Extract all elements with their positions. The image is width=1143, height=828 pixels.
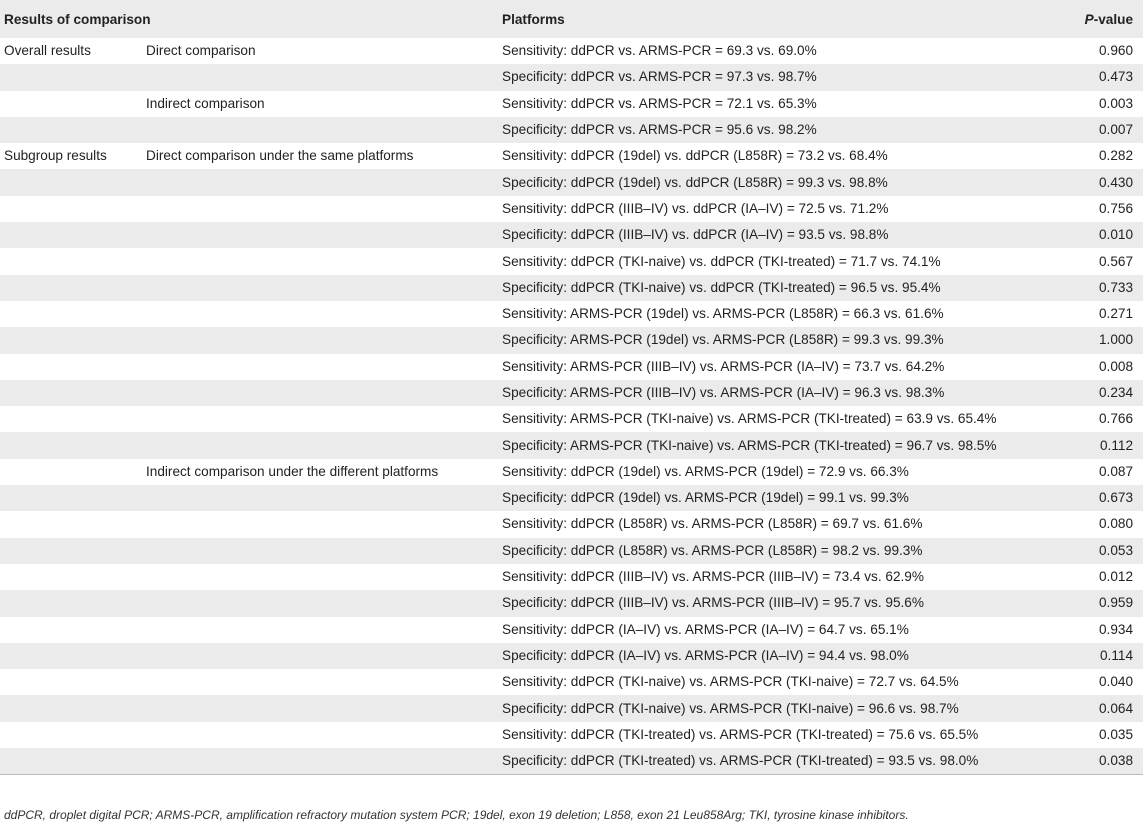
row-platform-cell: Specificity: ddPCR vs. ARMS-PCR = 95.6 vs. 98.2% xyxy=(502,122,817,138)
table-row xyxy=(0,669,1143,695)
row-platform-cell: Specificity: ddPCR (TKI-naive) vs. ARMS-PCR (TKI-naive) = 96.6 vs. 98.7% xyxy=(502,700,959,716)
row-p-value-cell: 0.430 xyxy=(1098,174,1134,190)
row-platform-cell: Specificity: ddPCR (IA–IV) vs. ARMS-PCR (IA–IV) = 94.4 vs. 98.0% xyxy=(502,647,909,663)
row-p-value-cell: 0.087 xyxy=(1098,463,1134,479)
row-p-value-cell: 0.673 xyxy=(1098,490,1134,506)
row-group-cell xyxy=(0,196,142,222)
row-comparison-cell xyxy=(142,327,498,353)
row-comparison-cell xyxy=(142,406,498,432)
table-row xyxy=(0,564,1143,590)
row-comparison-cell xyxy=(142,432,498,458)
row-group-cell xyxy=(0,169,142,195)
row-comparison-cell xyxy=(142,643,498,669)
table-row xyxy=(0,695,1143,721)
table-row xyxy=(0,354,1143,380)
table-row xyxy=(0,169,1143,195)
row-p-value-cell: 0.271 xyxy=(1098,306,1134,322)
row-group-cell xyxy=(0,748,142,774)
table-row xyxy=(0,432,1143,458)
row-comparison-cell xyxy=(142,275,498,301)
row-platform-cell: Sensitivity: ddPCR (TKI-naive) vs. ARMS-PCR (TKI-naive) = 72.7 vs. 64.5% xyxy=(502,674,959,690)
row-comparison-cell: Direct comparison under the same platforms xyxy=(146,148,414,164)
row-platform-cell: Sensitivity: ddPCR (TKI-treated) vs. ARMS-PCR (TKI-treated) = 75.6 vs. 65.5% xyxy=(502,726,979,742)
row-group-cell xyxy=(0,590,142,616)
header-p-suffix: -value xyxy=(1093,11,1134,27)
row-p-value-cell: 0.012 xyxy=(1098,569,1134,585)
table-body xyxy=(0,38,1143,774)
row-p-value-cell: 0.114 xyxy=(1100,647,1134,663)
table-row xyxy=(0,117,1143,143)
row-comparison-cell: Indirect comparison under the different platforms xyxy=(146,463,439,479)
row-p-value-cell: 0.473 xyxy=(1098,69,1134,85)
row-comparison-cell xyxy=(142,538,498,564)
table-row xyxy=(0,380,1143,406)
row-p-value-cell: 0.010 xyxy=(1098,227,1134,243)
row-comparison-cell xyxy=(142,64,498,90)
row-comparison-cell xyxy=(142,748,498,774)
table-row xyxy=(0,748,1143,774)
table-row xyxy=(0,617,1143,643)
row-p-value-cell: 0.053 xyxy=(1098,542,1134,558)
row-group-cell xyxy=(0,406,142,432)
table-row xyxy=(0,485,1143,511)
row-group-cell xyxy=(0,301,142,327)
row-comparison-cell xyxy=(142,695,498,721)
table-row xyxy=(0,248,1143,274)
row-comparison-cell xyxy=(142,722,498,748)
table-row xyxy=(0,301,1143,327)
row-group-cell xyxy=(0,643,142,669)
row-platform-cell: Specificity: ARMS-PCR (IIIB–IV) vs. ARMS-PCR (IA–IV) = 96.3 vs. 98.3% xyxy=(502,385,945,400)
row-comparison-cell xyxy=(142,222,498,248)
row-platform-cell: Specificity: ddPCR (TKI-naive) vs. ddPCR (TKI-treated) = 96.5 vs. 95.4% xyxy=(502,279,941,295)
table-row xyxy=(0,91,1143,117)
table-row xyxy=(0,196,1143,222)
row-group-cell xyxy=(0,459,142,485)
row-group-cell xyxy=(0,617,142,643)
table-row xyxy=(0,143,1143,169)
row-p-value-cell: 0.064 xyxy=(1098,700,1134,716)
row-group-cell xyxy=(0,380,142,406)
row-comparison-cell xyxy=(142,354,498,380)
row-p-value-cell: 0.008 xyxy=(1098,358,1134,374)
row-group-cell xyxy=(0,354,142,380)
row-comparison-cell xyxy=(142,169,498,195)
row-platform-cell: Sensitivity: ddPCR (IA–IV) vs. ARMS-PCR (IA–IV) = 64.7 vs. 65.1% xyxy=(502,621,909,637)
row-group-cell xyxy=(0,275,142,301)
row-group-cell xyxy=(0,327,142,353)
header-results-of-comparison: Results of comparison xyxy=(4,11,151,27)
row-platform-cell: Sensitivity: ddPCR vs. ARMS-PCR = 69.3 vs. 69.0% xyxy=(502,43,817,59)
row-comparison-cell xyxy=(142,380,498,406)
header-platforms: Platforms xyxy=(502,11,565,27)
row-platform-cell: Sensitivity: ddPCR (IIIB–IV) vs. ddPCR (IA–IV) = 72.5 vs. 71.2% xyxy=(502,200,889,216)
row-group-cell xyxy=(0,722,142,748)
table-footnote: ddPCR, droplet digital PCR; ARMS-PCR, amplification refractory mutation system PCR; 19del, exon 19 deletion; L858, exon 21 Leu858Arg; TKI, tyrosine kinase inhibitors. xyxy=(4,808,909,822)
table-row xyxy=(0,275,1143,301)
table-row xyxy=(0,406,1143,432)
row-group-cell xyxy=(0,222,142,248)
row-p-value-cell: 0.567 xyxy=(1098,253,1134,269)
row-group-cell xyxy=(0,511,142,537)
row-group-cell xyxy=(0,669,142,695)
row-comparison-cell xyxy=(142,117,498,143)
row-platform-cell: Specificity: ddPCR (L858R) vs. ARMS-PCR (L858R) = 98.2 vs. 99.3% xyxy=(502,542,923,558)
table-row xyxy=(0,459,1143,485)
row-platform-cell: Sensitivity: ddPCR vs. ARMS-PCR = 72.1 vs. 65.3% xyxy=(502,95,817,111)
row-comparison-cell xyxy=(142,564,498,590)
row-group-cell: Subgroup results xyxy=(4,148,107,164)
row-comparison-cell: Direct comparison xyxy=(146,43,256,59)
row-platform-cell: Sensitivity: ddPCR (TKI-naive) vs. ddPCR (TKI-treated) = 71.7 vs. 74.1% xyxy=(502,253,941,269)
row-comparison-cell xyxy=(142,196,498,222)
row-p-value-cell: 0.040 xyxy=(1098,674,1134,690)
row-p-value-cell: 0.007 xyxy=(1098,122,1134,138)
row-platform-cell: Specificity: ddPCR (IIIB–IV) vs. ARMS-PCR (IIIB–IV) = 95.7 vs. 95.6% xyxy=(502,595,924,611)
table-row xyxy=(0,64,1143,90)
table-row xyxy=(0,38,1143,64)
row-group-cell xyxy=(0,564,142,590)
row-comparison-cell xyxy=(142,669,498,695)
row-platform-cell: Specificity: ddPCR (TKI-treated) vs. ARMS-PCR (TKI-treated) = 93.5 vs. 98.0% xyxy=(498,748,1063,774)
row-group-cell xyxy=(0,64,142,90)
row-p-value-cell: 0.234 xyxy=(1098,385,1134,400)
row-comparison-cell xyxy=(142,590,498,616)
row-group-cell xyxy=(0,485,142,511)
table-row xyxy=(0,511,1143,537)
row-comparison-cell xyxy=(142,617,498,643)
row-group-cell: Overall results xyxy=(4,43,91,59)
table-row xyxy=(0,643,1143,669)
row-platform-cell: Sensitivity: ARMS-PCR (19del) vs. ARMS-PCR (L858R) = 66.3 vs. 61.6% xyxy=(502,306,944,322)
row-p-value-cell: 0.038 xyxy=(1063,748,1143,774)
row-group-cell xyxy=(0,91,142,117)
row-platform-cell: Sensitivity: ARMS-PCR (TKI-naive) vs. ARMS-PCR (TKI-treated) = 63.9 vs. 65.4% xyxy=(502,411,997,427)
row-comparison-cell xyxy=(142,301,498,327)
row-platform-cell: Specificity: ddPCR (19del) vs. ARMS-PCR (19del) = 99.1 vs. 99.3% xyxy=(502,490,909,506)
row-p-value-cell: 0.733 xyxy=(1098,279,1134,295)
row-group-cell xyxy=(0,695,142,721)
table-row xyxy=(0,722,1143,748)
row-p-value-cell: 0.756 xyxy=(1098,200,1134,216)
row-comparison-cell xyxy=(142,248,498,274)
row-group-cell xyxy=(0,248,142,274)
row-p-value-cell: 0.003 xyxy=(1098,95,1134,111)
table-header-row xyxy=(0,0,1143,38)
row-platform-cell: Sensitivity: ddPCR (L858R) vs. ARMS-PCR (L858R) = 69.7 vs. 61.6% xyxy=(502,516,923,532)
row-p-value-cell: 0.035 xyxy=(1098,726,1134,742)
header-p-value xyxy=(1063,0,1143,38)
row-group-cell xyxy=(0,538,142,564)
row-platform-cell: Sensitivity: ddPCR (19del) vs. ARMS-PCR (19del) = 72.9 vs. 66.3% xyxy=(502,463,909,479)
row-group-cell xyxy=(0,117,142,143)
row-group-cell xyxy=(0,432,142,458)
row-comparison-cell xyxy=(142,485,498,511)
row-p-value-cell: 0.934 xyxy=(1098,621,1134,637)
row-comparison-cell xyxy=(142,511,498,537)
header-p-letter: P xyxy=(1084,11,1094,27)
table-row xyxy=(0,538,1143,564)
table-row xyxy=(0,590,1143,616)
row-p-value-cell: 0.282 xyxy=(1098,148,1134,164)
row-p-value-cell: 0.766 xyxy=(1098,411,1134,427)
row-platform-cell: Specificity: ARMS-PCR (19del) vs. ARMS-PCR (L858R) = 99.3 vs. 99.3% xyxy=(502,332,944,348)
row-platform-cell: Specificity: ddPCR (19del) vs. ddPCR (L858R) = 99.3 vs. 98.8% xyxy=(502,174,888,190)
table-row xyxy=(0,222,1143,248)
row-platform-cell: Specificity: ddPCR vs. ARMS-PCR = 97.3 vs. 98.7% xyxy=(502,69,817,85)
row-p-value-cell: 0.959 xyxy=(1098,595,1134,611)
row-platform-cell: Specificity: ARMS-PCR (TKI-naive) vs. ARMS-PCR (TKI-treated) = 96.7 vs. 98.5% xyxy=(502,437,997,453)
row-p-value-cell: 0.960 xyxy=(1098,43,1134,59)
row-platform-cell: Specificity: ddPCR (IIIB–IV) vs. ddPCR (IA–IV) = 93.5 vs. 98.8% xyxy=(502,227,889,243)
row-platform-cell: Sensitivity: ddPCR (IIIB–IV) vs. ARMS-PCR (IIIB–IV) = 73.4 vs. 62.9% xyxy=(502,569,924,585)
row-p-value-cell: 1.000 xyxy=(1098,332,1134,348)
row-platform-cell: Sensitivity: ARMS-PCR (IIIB–IV) vs. ARMS-PCR (IA–IV) = 73.7 vs. 64.2% xyxy=(502,358,945,374)
row-comparison-cell: Indirect comparison xyxy=(146,95,265,111)
row-p-value-cell: 0.080 xyxy=(1098,516,1134,532)
row-platform-cell: Sensitivity: ddPCR (19del) vs. ddPCR (L858R) = 73.2 vs. 68.4% xyxy=(502,148,888,164)
row-p-value-cell: 0.112 xyxy=(1100,437,1134,453)
table-row xyxy=(0,327,1143,353)
